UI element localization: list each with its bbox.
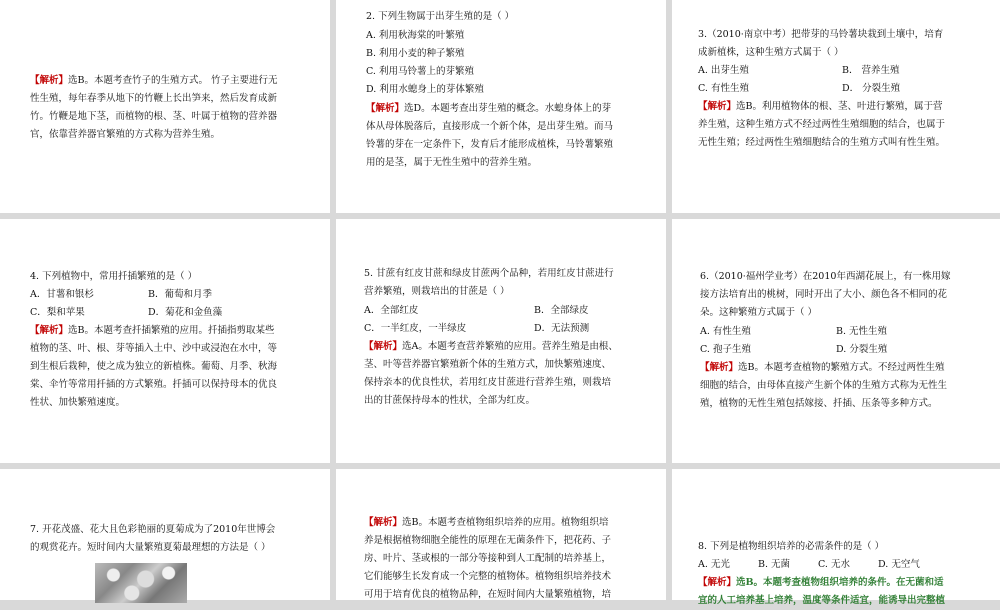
analysis-line: 【解析】选B。本题考查植物组织培养的条件。在无菌和适 <box>698 577 944 588</box>
option-b: B．葡萄和月季 <box>148 289 212 300</box>
question-text: 6.（2010·福州学业考）在2010年西湖花展上，有一株用嫁 <box>700 271 951 282</box>
option-b: B. 无菌 <box>758 559 791 570</box>
option-d: D. 利用水螅身上的芽体繁殖 <box>366 84 484 95</box>
analysis-line: 铃薯的芽在一定条件下，发育后才能形成植株，马铃薯繁殖 <box>366 139 614 150</box>
analysis-line: 到生根后栽种，使之成为独立的新植株。葡萄、月季、秋海 <box>30 361 278 372</box>
analysis-line: 养是根据植物细胞全能性的原理在无菌条件下，把花药、子 <box>364 535 612 546</box>
analysis-line: 房、叶片、茎或根的一部分等接种到人工配制的培养基上， <box>364 553 612 564</box>
analysis-line: 性生殖，每年春季从地下的竹鞭上长出笋来，然后发育成新 <box>30 93 278 104</box>
option-d: D. 无空气 <box>878 559 920 570</box>
panel-question-7 <box>0 469 330 600</box>
option-a: A. 利用秋海棠的叶繁殖 <box>366 30 465 41</box>
analysis-line: 用的是茎，属于无性生殖中的营养生殖。 <box>366 157 538 168</box>
question-text: 3.（2010·南京中考）把带芽的马铃薯块栽到土壤中，培育 <box>698 29 944 40</box>
question-text: 8. 下列是植物组织培养的必需条件的是（ ） <box>698 541 885 552</box>
question-text: 7. 开花茂盛、花大且色彩艳丽的夏菊成为了2010年世博会 <box>30 524 276 535</box>
option-c: C. 利用马铃薯上的芽繁殖 <box>366 66 474 77</box>
analysis-line: 养生殖，这种生殖方式不经过两性生殖细胞的结合，也属于 <box>698 119 946 130</box>
question-text: 营养繁殖，则栽培出的甘蔗是（ ） <box>364 286 510 297</box>
option-b: B．全部绿皮 <box>534 305 589 316</box>
analysis-line: 体从母体脱落后，直接形成一个新个体，是出芽生殖。而马 <box>366 121 614 132</box>
analysis-line: 【解析】选A。本题考查营养繁殖的应用。营养生殖是由根、 <box>364 341 618 352</box>
analysis-line: 它们能够生长发育成一个完整的植物体。植物组织培养技术 <box>364 571 612 582</box>
option-c: C. 孢子生殖 <box>700 344 751 355</box>
analysis-line: 无性生殖；经过两性生殖细胞结合的生殖方式叫有性生殖。 <box>698 137 946 148</box>
analysis-line: 棠、伞竹等常用扦插的方式繁殖。扦插可以保持母本的优良 <box>30 379 278 390</box>
question-text: 朵。这种繁殖方式属于（ ） <box>700 307 818 318</box>
analysis-line: 宜的人工培养基上培养，温度等条件适宜，能诱导出完整植 <box>698 595 946 606</box>
analysis-line: 植物的茎、叶、根、芽等插入土中、沙中或浸泡在水中，等 <box>30 343 278 354</box>
option-c: C．一半红皮，一半绿皮 <box>364 323 467 334</box>
analysis-line: 【解析】选D。本题考查出芽生殖的概念。水螅身体上的芽 <box>366 103 612 114</box>
analysis-line: 官，依靠营养器官繁殖的方式称为营养生殖。 <box>30 129 221 140</box>
analysis-line: 【解析】选B。利用植物体的根、茎、叶进行繁殖，属于营 <box>698 101 943 112</box>
analysis-line: 【解析】选B。本题考查扦插繁殖的应用。扦插指剪取某些 <box>30 325 275 336</box>
analysis-line: 【解析】选B。本题考查植物的繁殖方式。不经过两性生殖 <box>700 362 945 373</box>
option-d: D． 分裂生殖 <box>842 83 901 94</box>
panel-analysis-7 <box>336 469 666 600</box>
option-c: C．梨和苹果 <box>30 307 85 318</box>
option-a: A. 无光 <box>698 559 730 570</box>
question-text: 5. 甘蔗有红皮甘蔗和绿皮甘蔗两个品种，若用红皮甘蔗进行 <box>364 268 614 279</box>
question-text: 的观赏花卉。短时间内大量繁殖夏菊最理想的方法是（ ） <box>30 542 271 553</box>
analysis-line: 出的甘蔗保持母本的性状，全部为红皮。 <box>364 395 536 406</box>
panel-question-4 <box>0 219 330 463</box>
option-a: A．甘薯和银杉 <box>30 289 94 300</box>
question-text: 接方法培育出的桃树，同时开出了大小、颜色各不相同的花 <box>700 289 948 300</box>
analysis-line: 保持亲本的优良性状，若用红皮甘蔗进行营养生殖，则栽培 <box>364 377 612 388</box>
panel-analysis-1 <box>0 0 330 213</box>
analysis-line: 茎、叶等营养器官繁殖新个体的生殖方式，加快繁殖速度、 <box>364 359 612 370</box>
option-a: A. 有性生殖 <box>700 326 751 337</box>
panel-question-8 <box>672 469 1000 606</box>
chrysanthemum-photo <box>95 563 187 603</box>
option-d: D. 分裂生殖 <box>836 344 888 355</box>
analysis-line: 【解析】选B。本题考查植物组织培养的应用。植物组织培 <box>364 517 609 528</box>
analysis-line: 细胞的结合，由母体直接产生新个体的生殖方式称为无性生 <box>700 380 948 391</box>
option-d: D．无法预测 <box>534 323 590 334</box>
option-b: B. 无性生殖 <box>836 326 888 337</box>
option-c: C. 有性生殖 <box>698 83 749 94</box>
analysis-line: 竹。竹鞭是地下茎，而植物的根、茎、叶属于植物的营养器 <box>30 111 278 122</box>
option-a: A．全部红皮 <box>364 305 419 316</box>
panel-question-5 <box>336 219 666 463</box>
question-text: 成新植株，这种生殖方式属于（ ） <box>698 47 844 58</box>
panel-question-2 <box>336 0 666 213</box>
panel-question-3 <box>672 0 1000 213</box>
analysis-line: 可用于培育优良的植物品种，在短时间内大量繁殖植物，培 <box>364 589 612 600</box>
question-text: 4. 下列植物中，常用扦插繁殖的是（ ） <box>30 271 198 282</box>
panel-question-6 <box>672 219 1000 463</box>
option-a: A. 出芽生殖 <box>698 65 749 76</box>
option-b: B. 利用小麦的种子繁殖 <box>366 48 465 59</box>
analysis-line: 【解析】选B。本题考查竹子的生殖方式。 竹子主要进行无 <box>30 75 278 86</box>
question-text: 2. 下列生物属于出芽生殖的是（ ） <box>366 11 515 22</box>
analysis-line: 性状、加快繁殖速度。 <box>30 397 126 408</box>
analysis-line: 殖，植物的无性生殖包括嫁接、扦插、压条等多种方式。 <box>700 398 938 409</box>
option-b: B． 营养生殖 <box>842 65 900 76</box>
option-d: D．菊花和金鱼藻 <box>148 307 223 318</box>
option-c: C. 无水 <box>818 559 850 570</box>
